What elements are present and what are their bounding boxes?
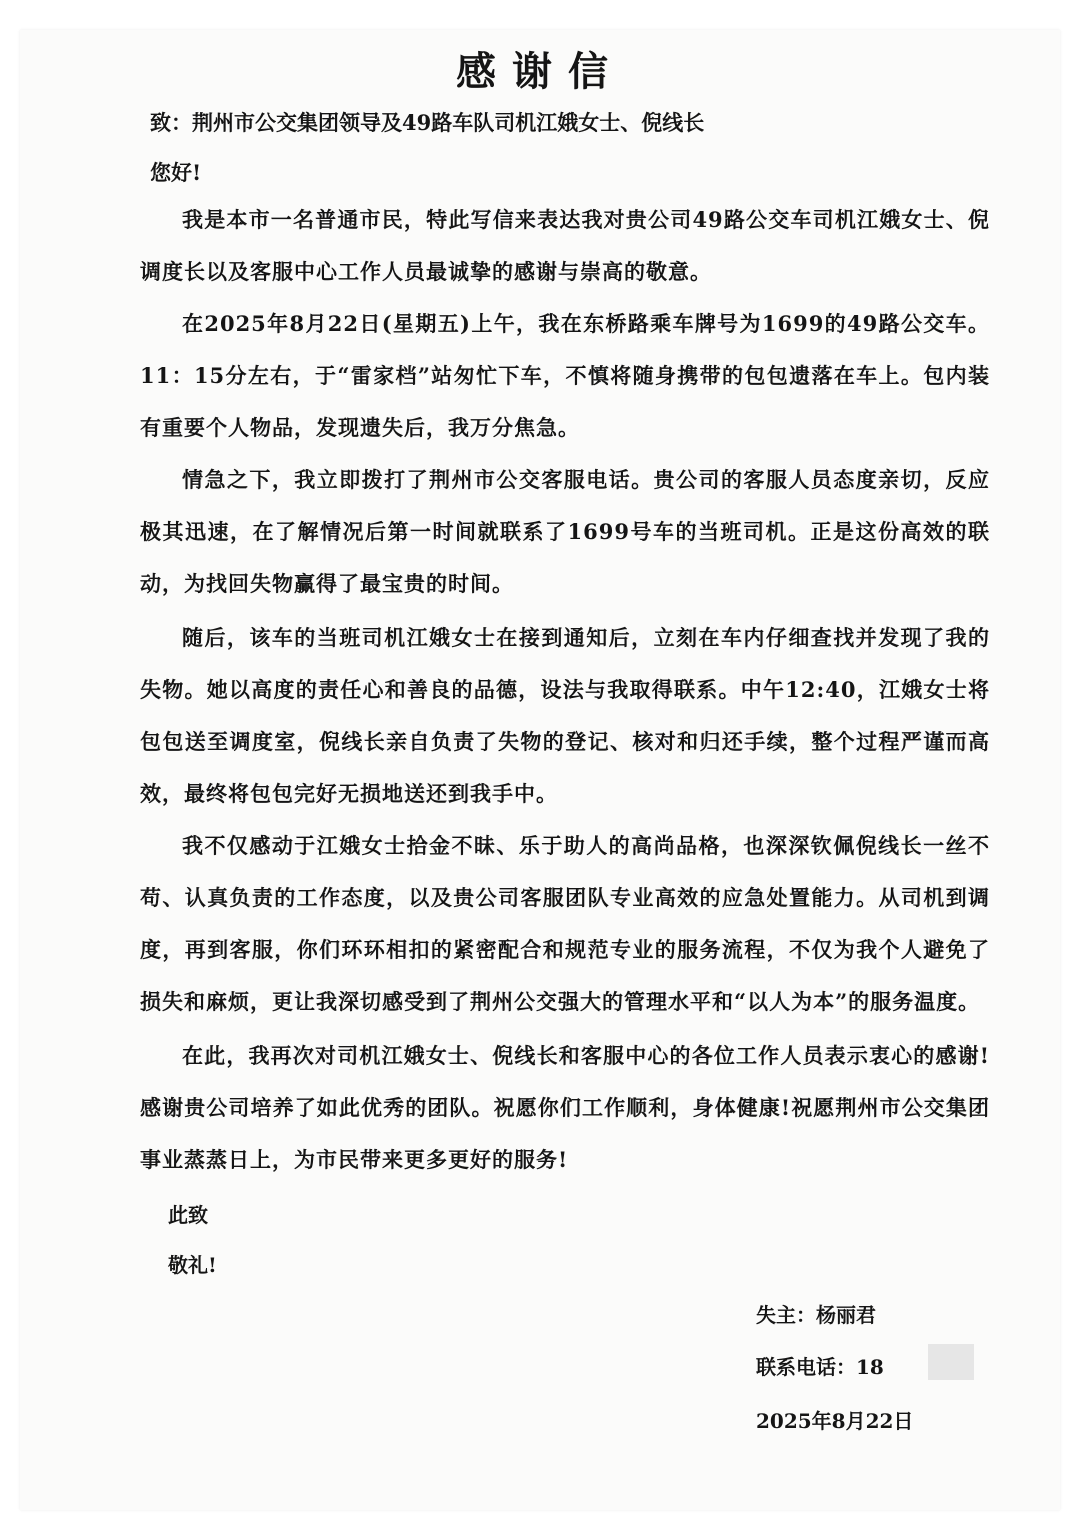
signature-name: 失主：杨丽君: [756, 1303, 876, 1327]
signature-phone: 联系电话：18: [756, 1355, 884, 1379]
closing-salutation: 此致: [168, 1203, 208, 1227]
letter-recipient: 致：荆州市公交集团领导及49路车队司机江娥女士、倪线长: [150, 110, 705, 135]
letter-greeting: 您好!: [150, 160, 202, 185]
closing-regards: 敬礼!: [168, 1253, 217, 1277]
letter-paragraph-2: 在2025年8月22日(星期五)上午，我在东桥路乘车牌号为1699的49路公交车。11：15分左右，于“雷家档”站匆忙下车，不慎将随身携带的包包遗落在车上。包内装有重要个人物品，发现遗失后，我万分焦急。: [140, 311, 990, 440]
letter-paragraph-1: 我是本市一名普通市民，特此写信来表达我对贵公司49路公交车司机江娥女士、倪调度长以及客服中心工作人员最诚挚的感谢与崇高的敬意。: [140, 207, 990, 284]
letter-paragraph-3: 情急之下，我立即拨打了荆州市公交客服电话。贵公司的客服人员态度亲切，反应极其迅速，在了解情况后第一时间就联系了1699号车的当班司机。正是这份高效的联动，为找回失物赢得了最宝贵的时间。: [140, 467, 990, 596]
letter-title: 感谢信: [456, 48, 624, 95]
letter-paragraph-6: 在此，我再次对司机江娥女士、倪线长和客服中心的各位工作人员表示衷心的感谢!感谢贵公司培养了如此优秀的团队。祝愿你们工作顺利，身体健康!祝愿荆州市公交集团事业蒸蒸日上，为市民带来更多更好的服务!: [140, 1043, 990, 1172]
signature-date: 2025年8月22日: [756, 1409, 914, 1433]
phone-redaction-block: [928, 1344, 974, 1380]
letter-paragraph-4: 随后，该车的当班司机江娥女士在接到通知后，立刻在车内仔细查找并发现了我的失物。她以高度的责任心和善良的品德，设法与我取得联系。中午12:40，江娥女士将包包送至调度室，倪线长亲自负责了失物的登记、核对和归还手续，整个过程严谨而高效，最终将包包完好无损地送还到我手中。: [140, 625, 990, 806]
letter-paragraph-5: 我不仅感动于江娥女士拾金不昧、乐于助人的高尚品格，也深深钦佩倪线长一丝不苟、认真负责的工作态度，以及贵公司客服团队专业高效的应急处置能力。从司机到调度，再到客服，你们环环相扣的紧密配合和规范专业的服务流程，不仅为我个人避免了损失和麻烦，更让我深切感受到了荆州公交强大的管理水平和“以人为本”的服务温度。: [140, 833, 990, 1014]
